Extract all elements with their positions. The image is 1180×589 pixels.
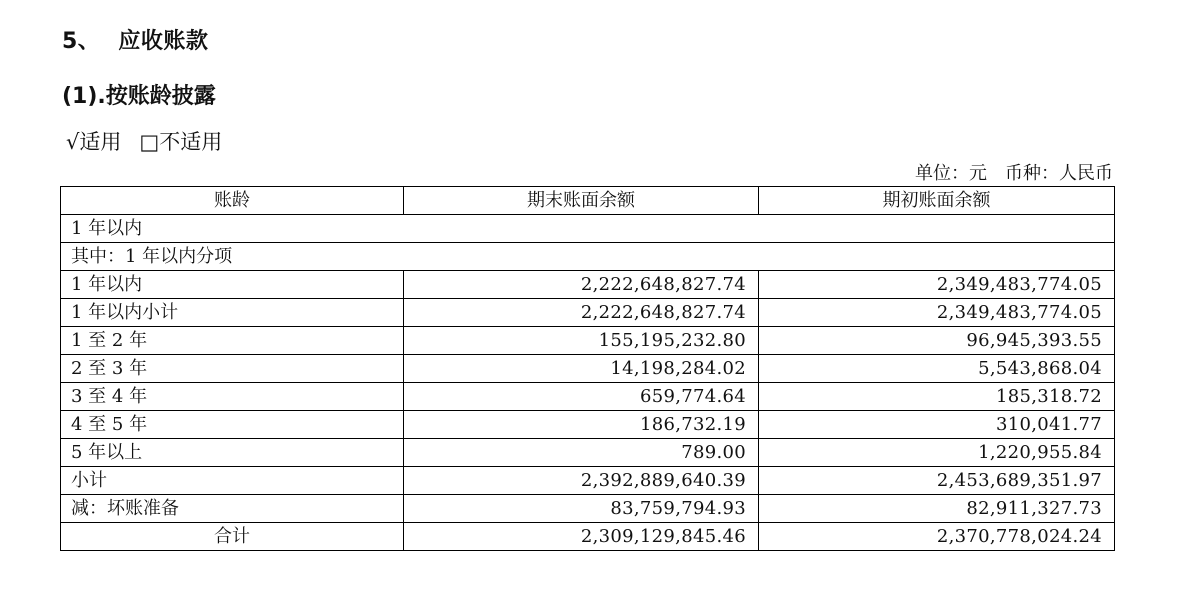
currency-label: 币种：人民币 [1005, 163, 1113, 184]
span-row-label: 1 年以内 [61, 215, 1115, 243]
section-heading [62, 24, 208, 55]
applicable-option: √适用 [66, 130, 122, 154]
row-label: 4 至 5 年 [61, 411, 404, 439]
table-row [61, 411, 1115, 439]
table-row [61, 355, 1115, 383]
ending-balance-cell: 186,732.19 [404, 411, 759, 439]
aging-table [60, 186, 1115, 551]
header-ending-balance: 期末账面余额 [404, 187, 759, 215]
ending-balance-cell: 789.00 [404, 439, 759, 467]
ending-balance-cell: 2,309,129,845.46 [404, 523, 759, 551]
beginning-balance-cell: 82,911,327.73 [759, 495, 1115, 523]
table-row [61, 215, 1115, 243]
beginning-balance-cell: 2,370,778,024.24 [759, 523, 1115, 551]
table-row [61, 327, 1115, 355]
table-row [61, 243, 1115, 271]
row-label: 2 至 3 年 [61, 355, 404, 383]
ending-balance-cell: 2,222,648,827.74 [404, 299, 759, 327]
table-header-row [61, 187, 1115, 215]
row-label: 1 年以内 [61, 271, 404, 299]
ending-balance-cell: 2,392,889,640.39 [404, 467, 759, 495]
row-label: 1 年以内小计 [61, 299, 404, 327]
ending-balance-cell: 2,222,648,827.74 [404, 271, 759, 299]
table-row [61, 467, 1115, 495]
beginning-balance-cell: 2,453,689,351.97 [759, 467, 1115, 495]
span-row-label: 其中：1 年以内分项 [61, 243, 1115, 271]
row-label: 5 年以上 [61, 439, 404, 467]
row-label: 1 至 2 年 [61, 327, 404, 355]
row-label: 合计 [61, 523, 404, 551]
beginning-balance-cell: 96,945,393.55 [759, 327, 1115, 355]
table-row [61, 271, 1115, 299]
table-row [61, 383, 1115, 411]
row-label: 小计 [61, 467, 404, 495]
beginning-balance-cell: 185,318.72 [759, 383, 1115, 411]
table-row [61, 299, 1115, 327]
unit-label: 单位：元 [915, 163, 987, 184]
not-applicable-option: □不适用 [139, 130, 223, 154]
row-label: 3 至 4 年 [61, 383, 404, 411]
subsection-heading: (1).按账龄披露 [62, 84, 216, 109]
beginning-balance-cell: 1,220,955.84 [759, 439, 1115, 467]
ending-balance-cell: 83,759,794.93 [404, 495, 759, 523]
unit-currency-line [915, 159, 1113, 185]
applicability-options [66, 126, 222, 156]
beginning-balance-cell: 5,543,868.04 [759, 355, 1115, 383]
table-row [61, 439, 1115, 467]
ending-balance-cell: 659,774.64 [404, 383, 759, 411]
table-row [61, 495, 1115, 523]
section-title: 应收账款 [118, 29, 209, 54]
section-number: 5、 [62, 29, 101, 54]
ending-balance-cell: 14,198,284.02 [404, 355, 759, 383]
ending-balance-cell: 155,195,232.80 [404, 327, 759, 355]
beginning-balance-cell: 2,349,483,774.05 [759, 299, 1115, 327]
header-aging: 账龄 [61, 187, 404, 215]
beginning-balance-cell: 310,041.77 [759, 411, 1115, 439]
table-total-row [61, 523, 1115, 551]
header-beginning-balance: 期初账面余额 [759, 187, 1115, 215]
beginning-balance-cell: 2,349,483,774.05 [759, 271, 1115, 299]
row-label: 减：坏账准备 [61, 495, 404, 523]
